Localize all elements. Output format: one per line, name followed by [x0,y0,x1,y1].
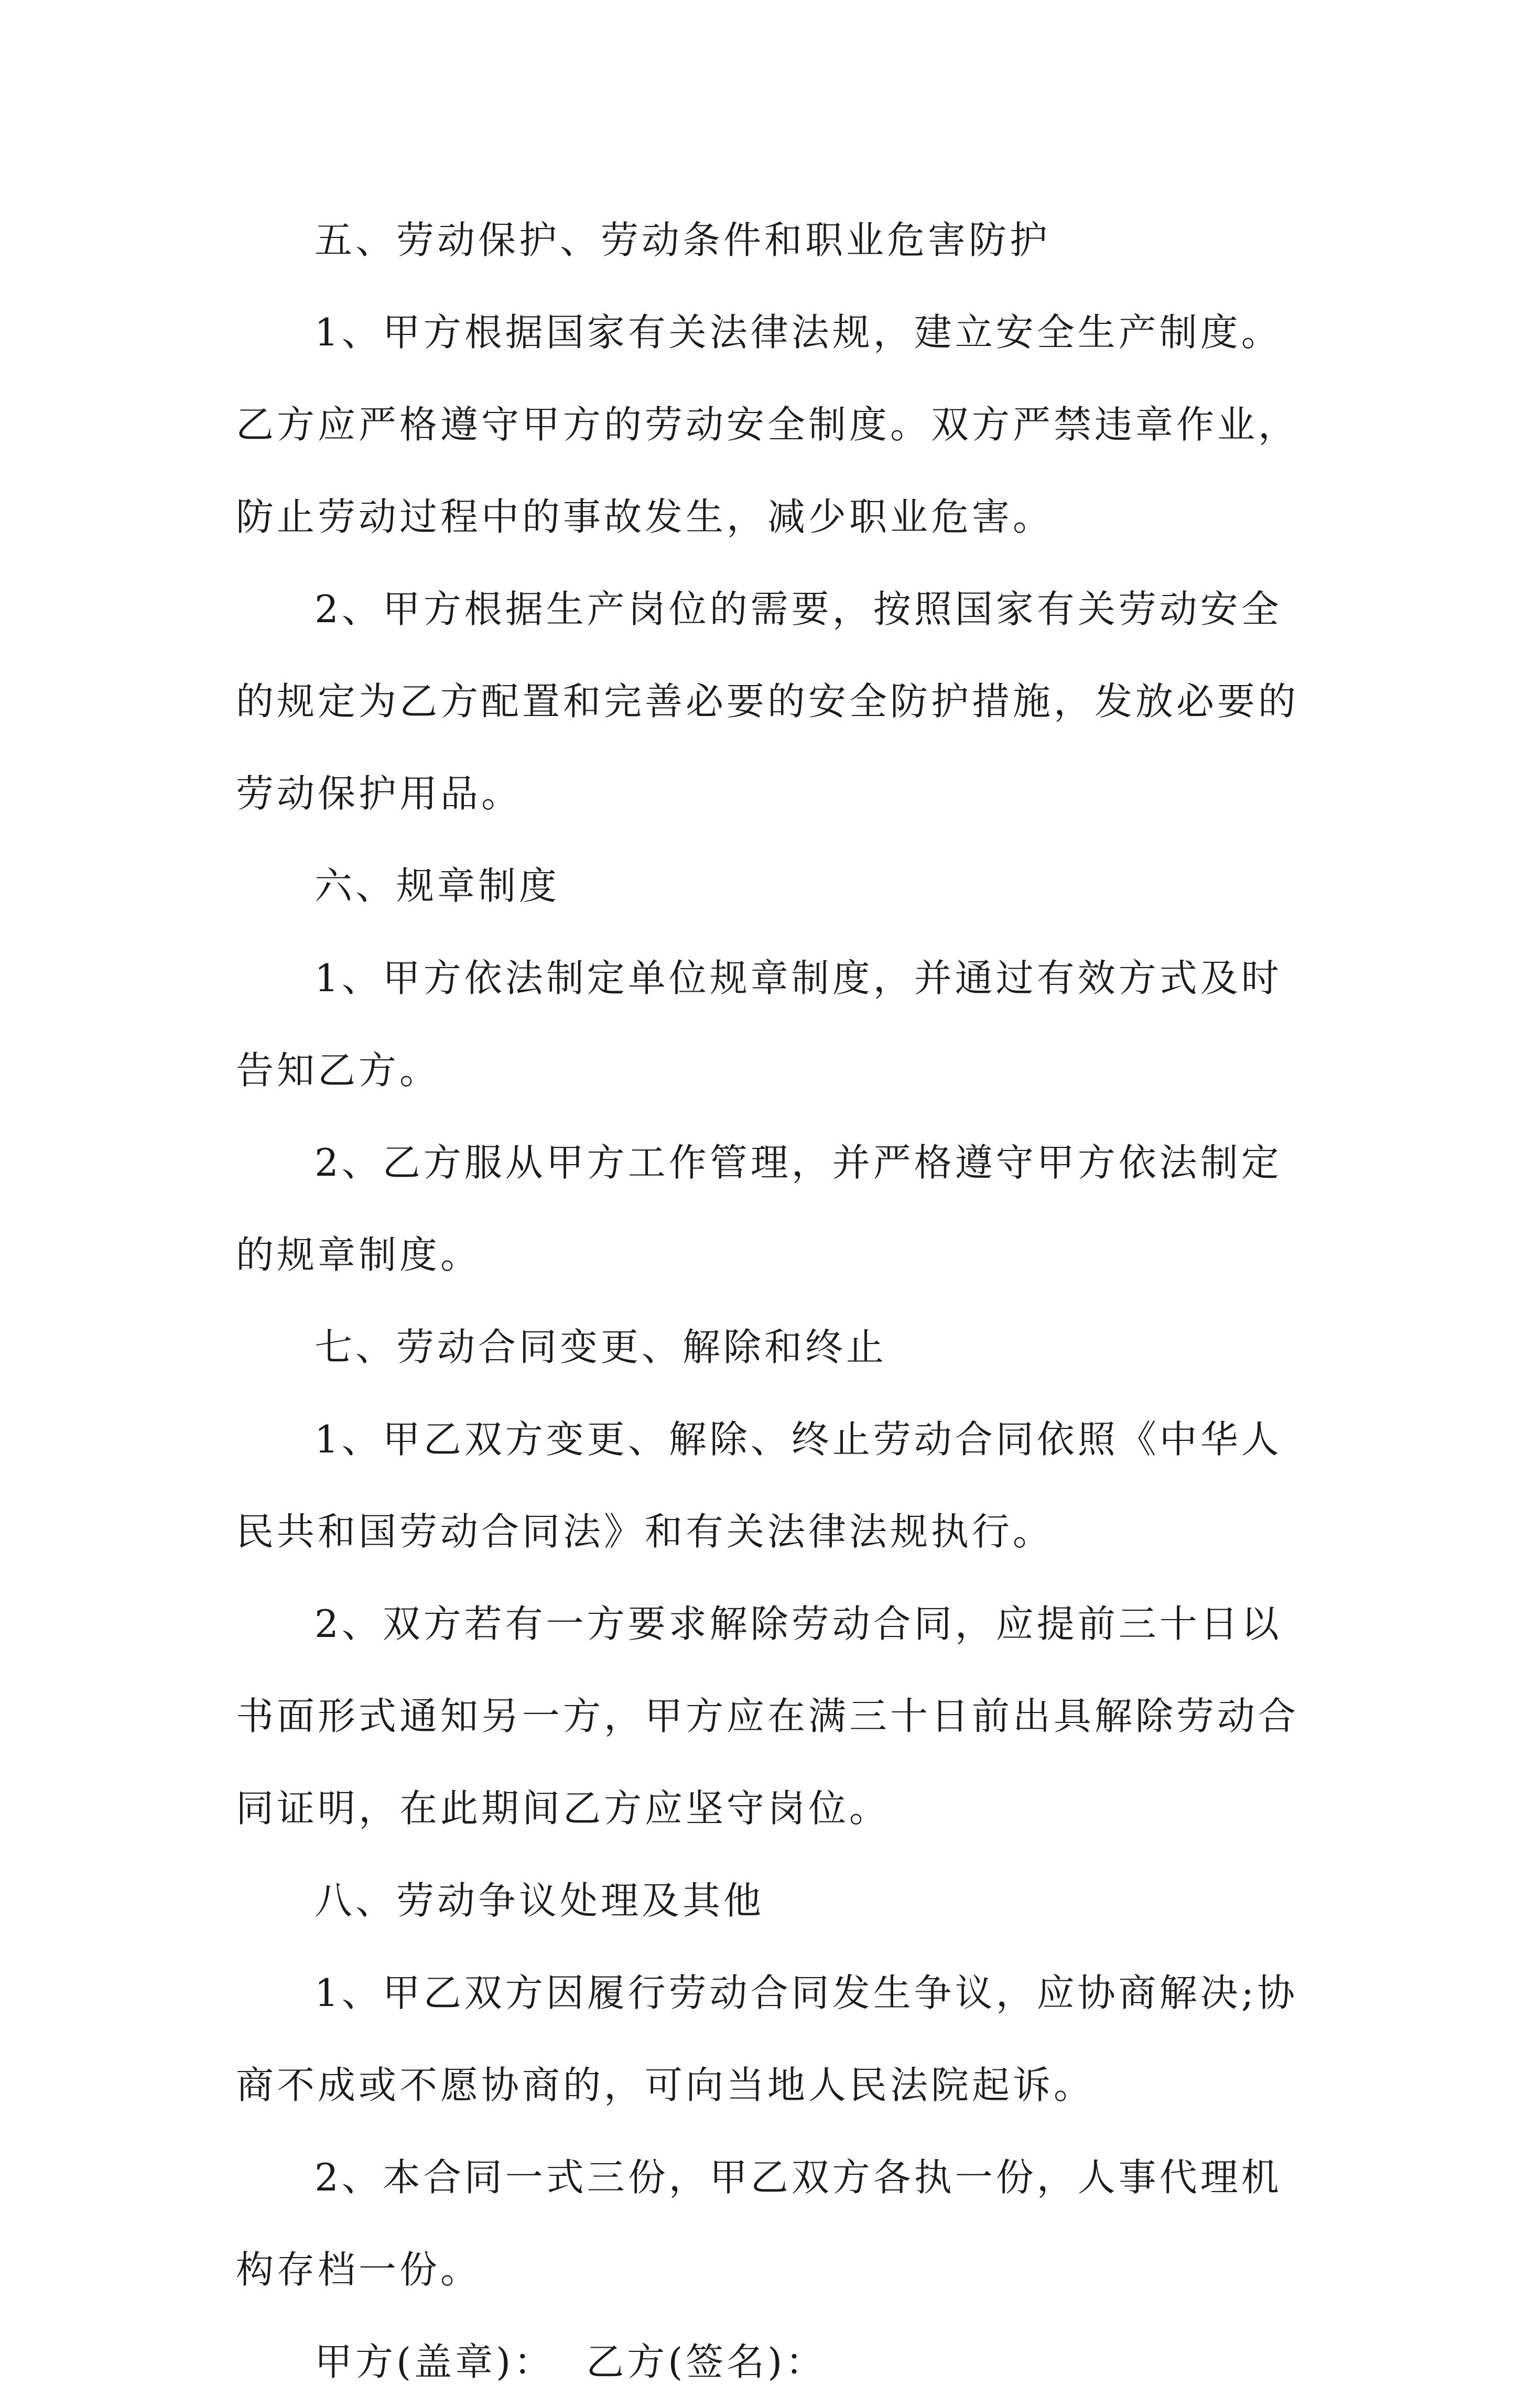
paragraph-line: 1、甲乙双方变更、解除、终止劳动合同依照《中华人 [315,1417,1282,1461]
paragraph-line: 2、乙方服从甲方工作管理，并严格遵守甲方依法制定 [315,1141,1282,1185]
section-heading-contract-change: 七、劳动合同变更、解除和终止 [315,1325,887,1369]
paragraph-line: 书面形式通知另一方，甲方应在满三十日前出具解除劳动合 [236,1694,1299,1738]
paragraph-line: 同证明，在此期间乙方应坚守岗位。 [236,1786,891,1830]
party-a-seal-label: 甲方(盖章)： [315,2340,555,2384]
paragraph-line: 告知乙方。 [236,1048,441,1092]
paragraph-line: 劳动保护用品。 [236,772,523,816]
section-heading-disputes: 八、劳动争议处理及其他 [315,1879,765,1923]
section-heading-labor-protection: 五、劳动保护、劳动条件和职业危害防护 [315,218,1051,262]
document-body [236,194,1299,2408]
paragraph-line: 1、甲方根据国家有关法律法规，建立安全生产制度。 [315,310,1282,354]
paragraph-line: 的规章制度。 [236,1233,482,1277]
paragraph-line: 1、甲乙双方因履行劳动合同发生争议，应协商解决;协 [315,1971,1298,2015]
paragraph-line: 乙方应严格遵守甲方的劳动安全制度。双方严禁违章作业， [236,403,1299,447]
paragraph-line: 2、本合同一式三份，甲乙双方各执一份，人事代理机 [315,2155,1282,2199]
paragraph-line: 民共和国劳动合同法》和有关法律法规执行。 [236,1510,1054,1554]
section-heading-rules: 六、规章制度 [315,864,560,908]
paragraph-line: 构存档一份。 [236,2248,482,2292]
party-b-signature-label: 乙方(签名)： [586,2340,827,2384]
paragraph-line: 防止劳动过程中的事故发生，减少职业危害。 [236,495,1054,539]
paragraph-line: 2、双方若有一方要求解除劳动合同，应提前三十日以 [315,1602,1282,1646]
signature-line [236,2316,1290,2408]
paragraph-line: 2、甲方根据生产岗位的需要，按照国家有关劳动安全 [315,587,1282,631]
paragraph-line: 1、甲方依法制定单位规章制度，并通过有效方式及时 [315,956,1282,1000]
paragraph-line: 商不成或不愿协商的，可向当地人民法院起诉。 [236,2063,1095,2107]
paragraph-line: 的规定为乙方配置和完善必要的安全防护措施，发放必要的 [236,679,1299,723]
